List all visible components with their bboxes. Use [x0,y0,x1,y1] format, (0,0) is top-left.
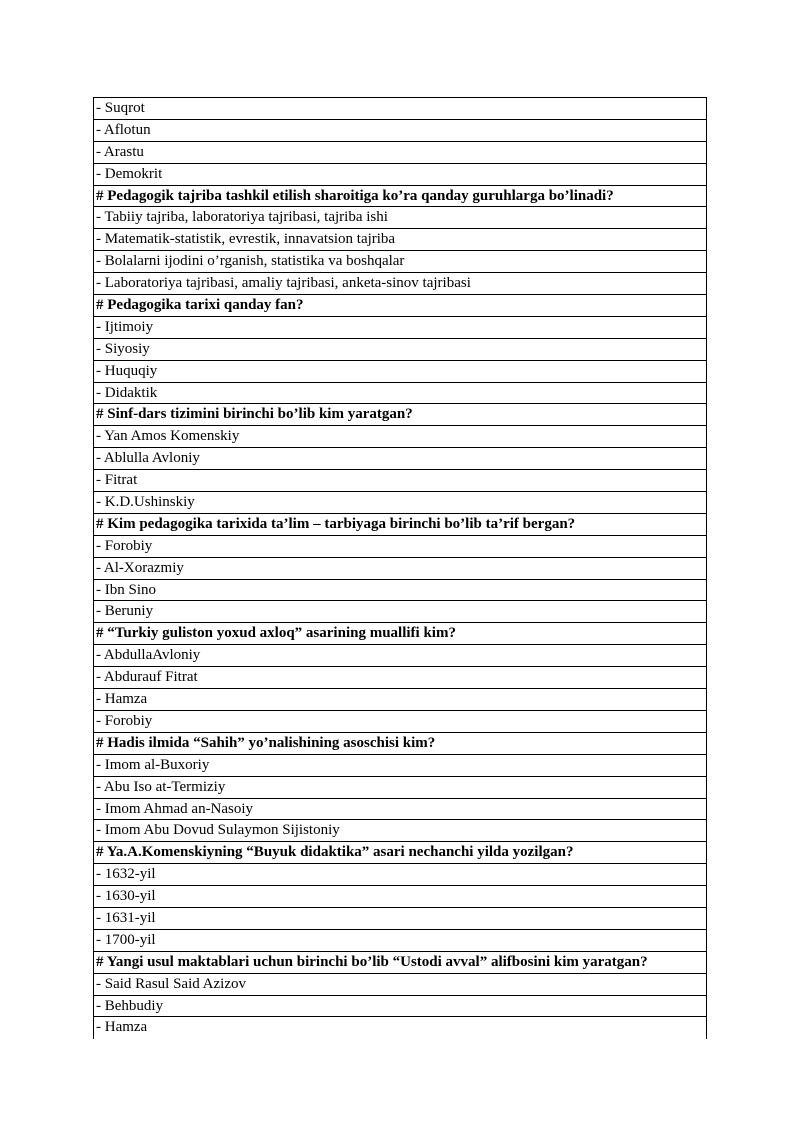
question-row: # “Turkiy guliston yoxud axloq” asarining muallifi kim? [94,623,706,645]
question-row: # Ya.A.Komenskiyning “Buyuk didaktika” asari nechanchi yilda yozilgan? [94,842,706,864]
answer-option-row: - Aflotun [94,120,706,142]
answer-option-row: - Said Rasul Said Azizov [94,974,706,996]
question-row: # Pedagogik tajriba tashkil etilish sharoitiga ko’ra qanday guruhlarga bo’linadi? [94,186,706,208]
question-row: # Kim pedagogika tarixida ta’lim – tarbiyaga birinchi bo’lib ta’rif bergan? [94,514,706,536]
answer-option-row: - Forobiy [94,536,706,558]
answer-option-row: - 1632-yil [94,864,706,886]
answer-option-row: - Matematik-statistik, evrestik, innavatsion tajriba [94,229,706,251]
answer-option-row: - Al-Xorazmiy [94,558,706,580]
answer-option-row: - Hamza [96,1019,148,1036]
answer-option-row: - Imom al-Buxoriy [94,755,706,777]
answer-option-row: - 1630-yil [94,886,706,908]
answer-option-row: - Behbudiy [94,996,706,1018]
answer-option-row: - Tabiiy tajriba, laboratoriya tajribasi, tajriba ishi [94,207,706,229]
answer-option-row: - Ablulla Avloniy [94,448,706,470]
answer-option-row: - Abu Iso at-Termiziy [94,777,706,799]
answer-option-row: - Hamza [94,689,706,711]
answer-option-row: - Suqrot [94,98,706,120]
answer-option-row: - Ijtimoiy [94,317,706,339]
answer-option-row: - Arastu [94,142,706,164]
question-row: # Sinf-dars tizimini birinchi bo’lib kim yaratgan? [94,404,706,426]
answer-option-row: - Huquqiy [94,361,706,383]
quiz-table [93,97,707,1039]
answer-option-row: - Beruniy [94,601,706,623]
answer-option-row: - Siyosiy [94,339,706,361]
answer-option-row: - K.D.Ushinskiy [94,492,706,514]
question-row: # Pedagogika tarixi qanday fan? [94,295,706,317]
answer-option-row: - Demokrit [94,164,706,186]
question-row: # Yangi usul maktablari uchun birinchi bo’lib “Ustodi avval” alifbosini kim yaratgan? [94,952,706,974]
answer-option-row: - Abdurauf Fitrat [94,667,706,689]
question-row: # Hadis ilmida “Sahih” yo’nalishining asoschisi kim? [94,733,706,755]
answer-option-row: - Didaktik [94,383,706,405]
answer-option-row: - 1700-yil [94,930,706,952]
answer-option-row: - 1631-yil [94,908,706,930]
answer-option-row: - AbdullaAvloniy [94,645,706,667]
answer-option-row: - Imom Abu Dovud Sulaymon Sijistoniy [94,820,706,842]
answer-option-row: - Forobiy [94,711,706,733]
answer-option-row: - Imom Ahmad an-Nasoiy [94,799,706,821]
answer-option-row: - Yan Amos Komenskiy [94,426,706,448]
answer-option-row: - Ibn Sino [94,580,706,602]
answer-option-row: - Bolalarni ijodini o’rganish, statistika va boshqalar [94,251,706,273]
answer-option-row: - Laboratoriya tajribasi, amaliy tajribasi, anketa-sinov tajribasi [94,273,706,295]
answer-option-row: - Fitrat [94,470,706,492]
